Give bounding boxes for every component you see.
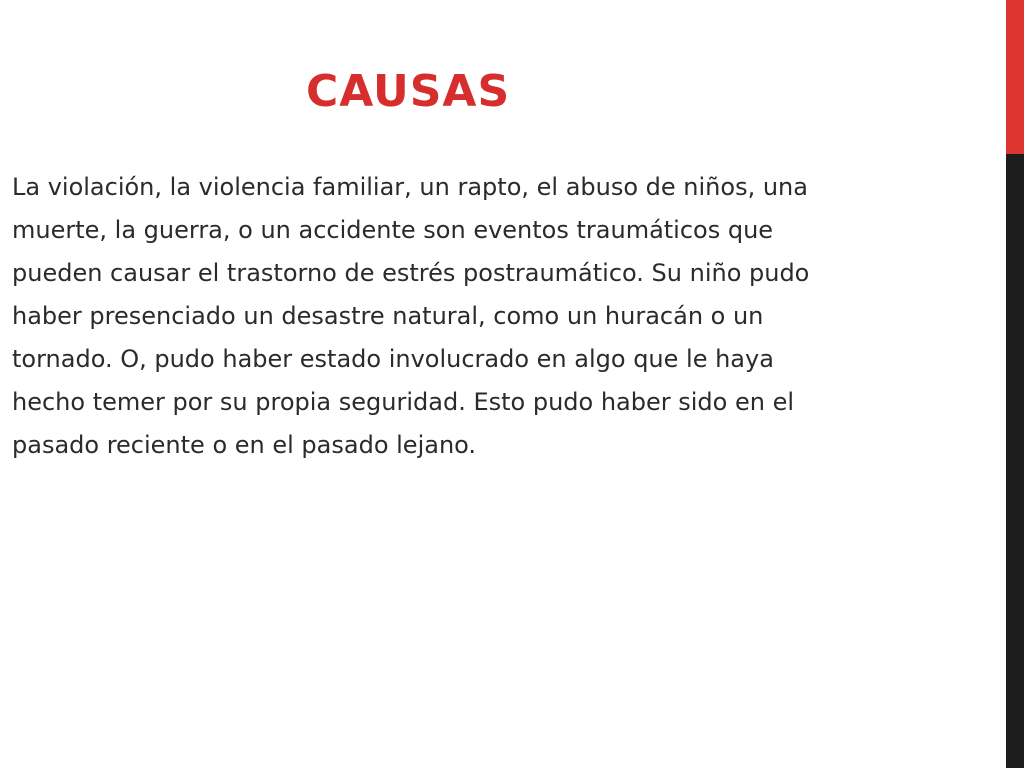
accent-bar-dark xyxy=(1006,154,1024,768)
accent-bar-red xyxy=(1006,0,1024,154)
slide-title: CAUSAS xyxy=(306,66,511,117)
slide-body-text: La violación, la violencia familiar, un rapto, el abuso de niños, una muerte, la guerra, o un accidente son eventos traumáticos que pueden causar el trastorno de estrés postraumático. Su niño pudo haber presenciado un desastre natural, como un huracán o un tornado. O, pudo haber estado involucrado en algo que le haya hecho temer por su propia seguridad. Esto pudo haber sido en el pasado reciente o en el pasado lejano. xyxy=(12,173,810,459)
